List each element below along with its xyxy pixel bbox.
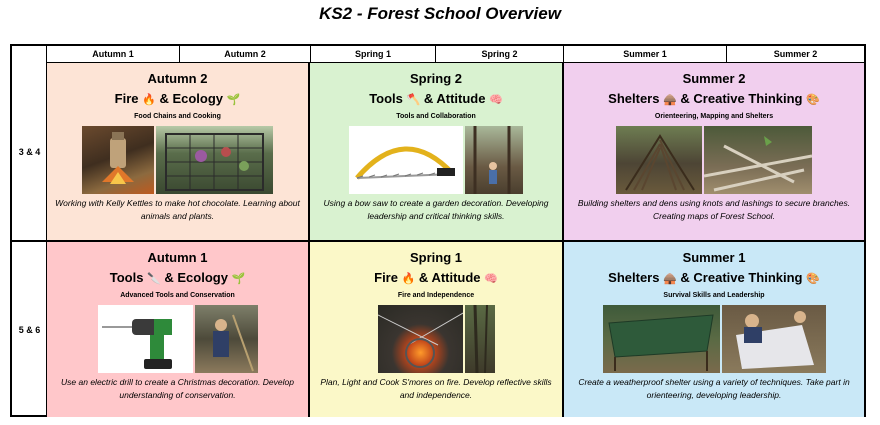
cell-theme [310, 91, 562, 108]
fire-icon: 🔥 [142, 94, 156, 106]
cell-description: Using a bow saw to create a garden decoration. Developing leadership and critical thinking skills. [323, 198, 549, 221]
cell-term: Autumn 2 [147, 71, 208, 86]
cell-subtitle: Advanced Tools and Conservation [120, 292, 235, 299]
seedling-icon: 🌱 [226, 94, 241, 106]
conservation-child-photo [195, 305, 258, 373]
cell-theme [47, 91, 308, 108]
cell-term: Summer 1 [682, 250, 746, 265]
theme-label: Shelters [608, 91, 660, 106]
cell-theme [310, 270, 562, 287]
header-summer-2: Summer 2 [727, 46, 864, 63]
cell-theme [564, 91, 864, 108]
header-spring-1: Spring 1 [311, 46, 436, 63]
knife-icon: 🔪 [147, 273, 161, 285]
cell-term: Spring 1 [409, 250, 462, 265]
cell-term: Spring 2 [409, 71, 462, 86]
cell-subtitle: Fire and Independence [397, 292, 475, 299]
cell-years56-spring [310, 242, 564, 417]
cell-years56-summer [564, 242, 864, 417]
seedling-icon: 🌱 [231, 273, 246, 285]
header-spring-2: Spring 2 [436, 46, 564, 63]
theme-label: & Attitude [423, 91, 486, 106]
tarp-shelter-photo [603, 305, 720, 373]
palette-icon: 🎨 [806, 273, 820, 285]
bow-saw-photo [349, 126, 463, 194]
header-summer-1: Summer 1 [564, 46, 727, 63]
cell-years34-spring [310, 63, 564, 240]
den-shelter-photo [616, 126, 702, 194]
brain-icon: 🧠 [489, 94, 503, 106]
theme-label: Tools [109, 270, 144, 285]
electric-drill-photo [98, 305, 193, 373]
theme-label: & Ecology [164, 270, 228, 285]
cell-subtitle: Survival Skills and Leadership [663, 292, 765, 299]
theme-label: Fire [374, 270, 398, 285]
row-label-years-5-6: 5 & 6 [18, 324, 41, 335]
axe-icon: 🪓 [406, 94, 421, 106]
cell-theme [564, 270, 864, 287]
cell-years34-autumn [47, 63, 310, 240]
cell-description: Building shelters and dens using knots and lashings to secure branches. Creating maps of Forest School. [577, 198, 851, 221]
header-autumn-2: Autumn 2 [180, 46, 311, 63]
branches-photo [704, 126, 812, 194]
theme-label: & Creative Thinking [680, 91, 803, 106]
theme-label: & Creative Thinking [680, 270, 803, 285]
theme-label: Tools [369, 91, 403, 106]
overview-table [10, 44, 866, 417]
cell-years56-autumn [47, 242, 310, 417]
row-label-years-3-4: 3 & 4 [18, 146, 41, 157]
woodland-photo [465, 305, 495, 373]
cell-description: Create a weatherproof shelter using a variety of techniques. Take part in orienteering, developing leadership. [578, 377, 850, 400]
cell-term: Autumn 1 [147, 250, 208, 265]
cell-description: Plan, Light and Cook S'mores on fire. Develop reflective skills and independence. [320, 377, 552, 400]
theme-label: & Ecology [159, 91, 224, 106]
theme-label: Shelters [608, 270, 660, 285]
kelly-kettle-photo [82, 126, 154, 194]
compost-bin-photo [156, 126, 273, 194]
cell-years34-summer [564, 63, 864, 240]
cell-subtitle: Food Chains and Cooking [134, 113, 221, 120]
palette-icon: 🎨 [806, 94, 820, 106]
cell-subtitle: Tools and Collaboration [396, 113, 476, 120]
hut-icon: 🛖 [663, 94, 677, 106]
woodland-children-photo [465, 126, 523, 194]
cell-description: Working with Kelly Kettles to make hot chocolate. Learning about animals and plants. [55, 198, 300, 221]
hut-icon: 🛖 [663, 273, 677, 285]
fire-icon: 🔥 [401, 273, 416, 285]
page-title: KS2 - Forest School Overview [319, 4, 561, 23]
campfire-smores-photo [378, 305, 463, 373]
cell-term: Summer 2 [682, 71, 746, 86]
brain-icon: 🧠 [484, 273, 498, 285]
theme-label: & Attitude [418, 270, 481, 285]
cell-theme [47, 270, 308, 287]
cell-description: Use an electric drill to create a Christmas decoration. Develop understanding of conservation. [61, 377, 294, 400]
orienteering-map-photo [722, 305, 826, 373]
header-autumn-1: Autumn 1 [47, 46, 180, 63]
cell-subtitle: Orienteering, Mapping and Shelters [654, 113, 774, 120]
theme-label: Fire [114, 91, 139, 106]
